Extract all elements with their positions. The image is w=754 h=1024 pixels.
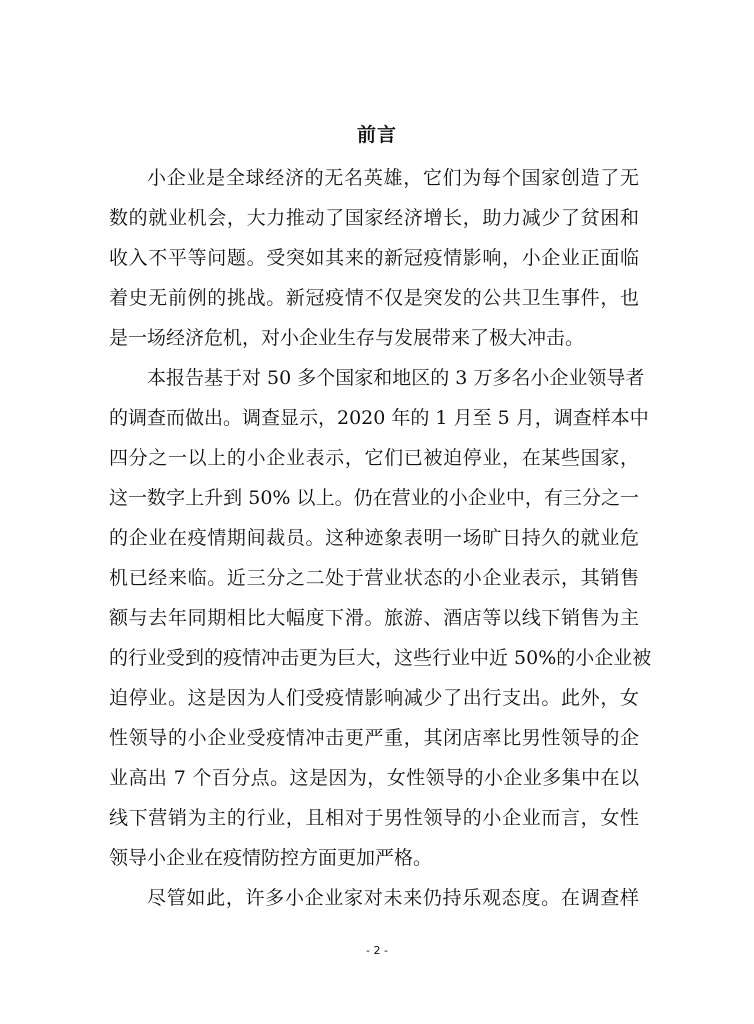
text-line: 本报告基于对 50 多个国家和地区的 3 万多名小企业领导者: [147, 367, 645, 389]
page-title: 前言: [356, 124, 397, 146]
text-line: 小企业是全球经济的无名英雄，它们为每个国家创造了无: [147, 167, 639, 189]
page-number: - 2 -: [366, 944, 388, 957]
text-line: 的企业在疫情期间裁员。这种迹象表明一场旷日持久的就业危: [109, 527, 639, 549]
text-line: 线下营销为主的行业，且相对于男性领导的小企业而言，女性: [109, 807, 639, 829]
text-line: 是一场经济危机，对小企业生存与发展带来了极大冲击。: [109, 327, 585, 349]
text-line: 迫停业。这是因为人们受疫情影响减少了出行支出。此外，女: [109, 687, 639, 709]
text-line: 着史无前例的挑战。新冠疫情不仅是突发的公共卫生事件，也: [109, 287, 639, 309]
text-line: 性领导的小企业受疫情冲击更严重，其闭店率比男性领导的企: [109, 727, 639, 749]
document-body: [109, 158, 652, 918]
text-line: 收入不平等问题。受突如其来的新冠疫情影响，小企业正面临: [109, 247, 639, 269]
text-line: 这一数字上升到 50% 以上。仍在营业的小企业中，有三分之一: [109, 487, 639, 509]
text-line: 的行业受到的疫情冲击更为巨大，这些行业中近 50%的小企业被: [109, 647, 652, 669]
text-line: 数的就业机会，大力推动了国家经济增长，助力减少了贫困和: [109, 207, 639, 229]
text-line: 四分之一以上的小企业表示，它们已被迫停业，在某些国家，: [109, 447, 639, 469]
text-line: 业高出 7 个百分点。这是因为，女性领导的小企业多集中在以: [109, 767, 639, 789]
text-line: 额与去年同期相比大幅度下滑。旅游、酒店等以线下销售为主: [109, 607, 639, 629]
text-line: 尽管如此，许多小企业家对未来仍持乐观态度。在调查样: [147, 887, 639, 909]
text-line: 机已经来临。近三分之二处于营业状态的小企业表示，其销售: [109, 567, 639, 589]
text-line: 领导小企业在疫情防控方面更加严格。: [109, 847, 433, 869]
text-line: 的调查而做出。调查显示，2020 年的 1 月至 5 月，调查样本中: [109, 407, 649, 429]
